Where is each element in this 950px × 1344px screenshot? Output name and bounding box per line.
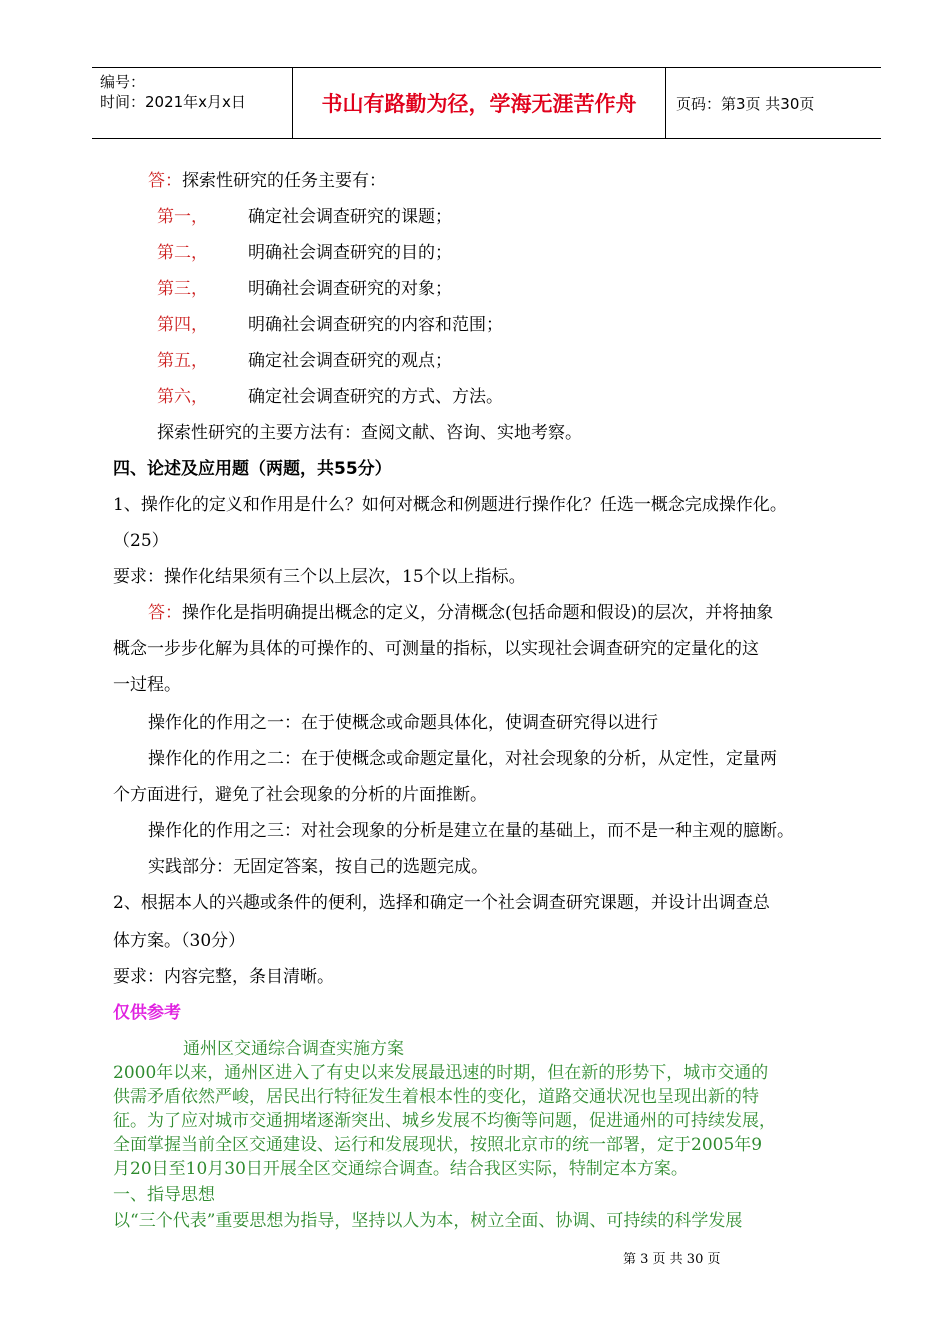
question-1-line-1: 1、操作化的定义和作用是什么？如何对概念和例题进行操作化？任选一概念完成操作化。 bbox=[113, 495, 787, 515]
document-header bbox=[92, 67, 881, 139]
header-meta bbox=[92, 68, 293, 138]
answer-text: 操作化是指明确提出概念的定义，分清概念(包括命题和假设)的层次，并将抽象 bbox=[182, 603, 774, 623]
plan-line: 征。为了应对城市交通拥堵逐渐突出、城乡发展不均衡等问题，促进通州的可持续发展， bbox=[113, 1111, 776, 1131]
question-2-line-1: 2、根据本人的兴趣或条件的便利，选择和确定一个社会调查研究课题，并设计出调查总 bbox=[113, 893, 770, 913]
list-item-text: 确定社会调查研究的方式、方法。 bbox=[248, 387, 503, 407]
section-4-title: 四、论述及应用题（两题，共55分） bbox=[113, 459, 392, 479]
question-1-requirement: 要求：操作化结果须有三个以上层次，15个以上指标。 bbox=[113, 567, 526, 587]
list-item-number: 第三， bbox=[157, 279, 208, 299]
page-footer: 第 3 页 共 30 页 bbox=[623, 1252, 721, 1267]
question-1-line-2: （25） bbox=[113, 531, 169, 551]
list-item-number: 第四， bbox=[157, 315, 208, 335]
answer-2-line-1 bbox=[148, 602, 773, 624]
list-item-number: 第五， bbox=[157, 351, 208, 371]
plan-line: 以“三个代表”重要思想为指导，坚持以人为本，树立全面、协调、可持续的科学发展 bbox=[113, 1211, 743, 1231]
methods-text: 探索性研究的主要方法有：查阅文献、咨询、实地考察。 bbox=[157, 423, 582, 443]
list-item-number: 第一， bbox=[157, 207, 208, 227]
list-item-text: 明确社会调查研究的目的； bbox=[248, 243, 452, 263]
answer-text: 探索性研究的任务主要有： bbox=[182, 171, 386, 191]
answer-2-line-3: 一过程。 bbox=[113, 675, 181, 695]
plan-line: 月20日至10月30日开展全区交通综合调查。结合我区实际，特制定本方案。 bbox=[113, 1159, 688, 1179]
time-label: 时间：2021年x月x日 bbox=[100, 93, 246, 111]
role-3: 操作化的作用之三：对社会现象的分析是建立在量的基础上，而不是一种主观的臆断。 bbox=[148, 821, 794, 841]
answer-label: 答： bbox=[148, 171, 182, 191]
list-item-text: 明确社会调查研究的内容和范围； bbox=[248, 315, 503, 335]
number-label: 编号： bbox=[100, 73, 146, 91]
list-item-text: 明确社会调查研究的对象； bbox=[248, 279, 452, 299]
plan-line: 全面掌握当前全区交通建设、运行和发展现状，按照北京市的统一部署，定于2005年9 bbox=[113, 1135, 763, 1155]
list-item-number: 第二， bbox=[157, 243, 208, 263]
question-2-requirement: 要求：内容完整，条目清晰。 bbox=[113, 967, 334, 987]
list-item-number: 第六， bbox=[157, 387, 208, 407]
plan-title: 通州区交通综合调查实施方案 bbox=[183, 1039, 404, 1059]
answer-1 bbox=[148, 170, 386, 192]
header-page-info: 页码：第3页 共30页 bbox=[676, 94, 815, 113]
role-1: 操作化的作用之一：在于使概念或命题具体化，使调查研究得以进行 bbox=[148, 713, 658, 733]
practice-note: 实践部分：无固定答案，按自己的选题完成。 bbox=[148, 857, 488, 877]
plan-line: 2000年以来，通州区进入了有史以来发展最迅速的时期，但在新的形势下，城市交通的 bbox=[113, 1063, 769, 1083]
role-2-line-1: 操作化的作用之二：在于使概念或命题定量化，对社会现象的分析，从定性，定量两 bbox=[148, 749, 777, 769]
role-2-line-2: 个方面进行，避免了社会现象的分析的片面推断。 bbox=[113, 785, 487, 805]
answer-label: 答： bbox=[148, 603, 182, 623]
question-2-line-2: 体方案。（30分） bbox=[113, 931, 246, 951]
plan-line: 供需矛盾依然严峻，居民出行特征发生着根本性的变化，道路交通状况也呈现出新的特 bbox=[113, 1087, 759, 1107]
list-item-text: 确定社会调查研究的观点； bbox=[248, 351, 452, 371]
header-motto: 书山有路勤为径，学海无涯苦作舟 bbox=[293, 68, 666, 138]
reference-label: 仅供参考 bbox=[113, 1003, 181, 1023]
plan-line: 一、指导思想 bbox=[113, 1185, 215, 1205]
answer-2-line-2: 概念一步步化解为具体的可操作的、可测量的指标，以实现社会调查研究的定量化的这 bbox=[113, 639, 759, 659]
list-item-text: 确定社会调查研究的课题； bbox=[248, 207, 452, 227]
